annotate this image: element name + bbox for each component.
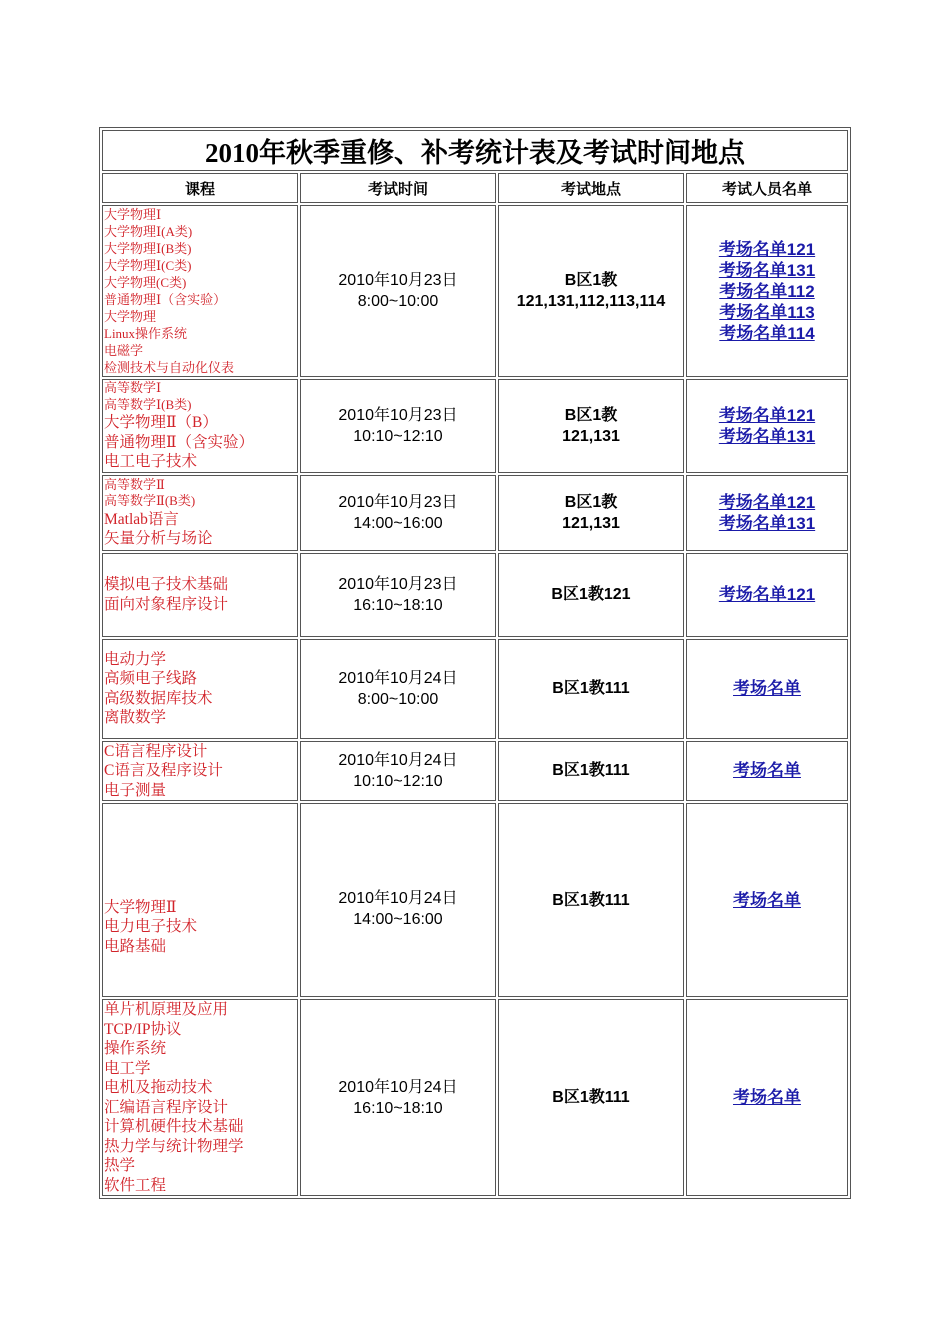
candidate-list-link[interactable]: 考场名单113 [719, 302, 815, 322]
course-name: 电机及拖动技术 [104, 1079, 213, 1096]
course-name: 电力电子技术 [104, 918, 198, 935]
course-list [102, 205, 298, 377]
exam-place [498, 475, 684, 551]
course-name: 操作系统 [104, 1040, 167, 1057]
candidate-list-links [686, 379, 848, 473]
course-name: TCP/IP协议 [104, 1020, 182, 1038]
course-name: 电动力学 [104, 650, 167, 668]
course-name: 大学物理Ⅰ(B类) [104, 241, 192, 256]
course-name: Matlab语言 [104, 510, 179, 528]
exam-rooms: 121,131,112,113,114 [516, 293, 666, 310]
course-list [102, 803, 298, 997]
candidate-list-link[interactable]: 考场名单131 [718, 513, 816, 533]
course-name: 电工学 [104, 1059, 151, 1077]
course-name: 普通物理Ⅰ（含实验） [104, 292, 227, 307]
course-name: 高等数学Ⅰ [104, 380, 162, 395]
candidate-list-links [686, 205, 848, 377]
candidate-list-link[interactable]: 考场名单112 [719, 281, 815, 301]
course-name: 大学物理Ⅰ [104, 207, 162, 222]
course-name: 汇编语言程序设计 [104, 1098, 229, 1116]
table-row [102, 379, 848, 473]
exam-location: B区1教121 [551, 586, 631, 603]
exam-place [498, 803, 684, 997]
candidate-list-link[interactable]: 考场名单114 [719, 323, 815, 343]
header-row [102, 173, 848, 203]
exam-hours: 8:00~10:00 [357, 293, 439, 310]
exam-schedule-sheet [99, 127, 851, 1199]
exam-place [498, 553, 684, 637]
exam-time [300, 475, 496, 551]
exam-date: 2010年10月24日 [338, 751, 458, 769]
course-name: 高频电子线路 [104, 670, 198, 687]
course-name: 面向对象程序设计 [104, 595, 229, 613]
exam-place [498, 205, 684, 377]
header-course: 课程 [102, 173, 298, 203]
exam-time [300, 639, 496, 739]
candidate-list-link[interactable]: 考场名单 [733, 1088, 801, 1107]
exam-time [300, 999, 496, 1196]
exam-building: B区1教 [564, 406, 618, 424]
table-row [102, 639, 848, 739]
course-name: 高等数学Ⅰ(B类) [104, 396, 192, 412]
header-time: 考试时间 [300, 173, 496, 203]
exam-building: B区1教 [564, 493, 618, 511]
course-name: C语言及程序设计 [104, 762, 223, 779]
course-name: 普通物理Ⅱ（含实验） [104, 433, 255, 451]
candidate-list-link[interactable]: 考场名单121 [718, 239, 816, 259]
course-name: 矢量分析与场论 [104, 530, 213, 547]
candidate-list-link[interactable]: 考场名单131 [718, 260, 816, 280]
candidate-list-link[interactable]: 考场名单 [733, 679, 801, 698]
exam-hours: 16:10~18:10 [353, 596, 443, 614]
candidate-list-link[interactable]: 考场名单131 [718, 426, 816, 446]
page-title: 2010年秋季重修、补考统计表及考试时间地点 [102, 130, 848, 171]
course-list [102, 639, 298, 739]
course-name: 离散数学 [104, 709, 167, 726]
exam-rooms: 121,131 [562, 427, 620, 445]
exam-place [498, 741, 684, 802]
exam-time [300, 553, 496, 637]
exam-place [498, 999, 684, 1196]
course-list [102, 379, 298, 473]
course-name: 计算机硬件技术基础 [104, 1118, 244, 1135]
candidate-list-links [686, 741, 848, 802]
course-name: Linux操作系统 [104, 326, 188, 341]
table-row [102, 741, 848, 802]
table-row [102, 803, 848, 997]
exam-date: 2010年10月23日 [338, 406, 458, 424]
course-name: 电路基础 [104, 937, 167, 955]
course-name: 软件工程 [104, 1176, 167, 1194]
course-name: 大学物理 [104, 309, 157, 324]
exam-time [300, 741, 496, 802]
exam-date: 2010年10月23日 [338, 272, 458, 289]
header-candidate-list: 考试人员名单 [686, 173, 848, 203]
course-name: 热力学与统计物理学 [104, 1137, 244, 1155]
exam-location: B区1教111 [552, 762, 630, 780]
course-name: 高等数学Ⅱ(B类) [104, 493, 196, 508]
course-name: 电工电子技术 [104, 453, 198, 470]
course-name: 单片机原理及应用 [104, 1001, 229, 1018]
candidate-list-links [686, 553, 848, 637]
course-name: 高级数据库技术 [104, 689, 213, 707]
candidate-list-links [686, 475, 848, 551]
exam-place [498, 639, 684, 739]
candidate-list-link[interactable]: 考场名单121 [718, 405, 816, 425]
course-name: 大学物理Ⅱ（B） [104, 414, 218, 431]
course-list [102, 475, 298, 551]
candidate-list-link[interactable]: 考场名单 [733, 761, 801, 781]
exam-date: 2010年10月24日 [338, 669, 458, 687]
course-name: 检测技术与自动化仪表 [104, 360, 235, 375]
course-name: 大学物理Ⅰ(A类) [104, 224, 193, 239]
course-name: 电子测量 [104, 781, 167, 799]
exam-location: B区1教111 [552, 680, 630, 697]
exam-date: 2010年10月24日 [338, 1078, 458, 1096]
exam-building: B区1教 [564, 272, 618, 289]
course-name: 高等数学Ⅱ [104, 476, 165, 492]
exam-date: 2010年10月23日 [338, 575, 458, 593]
table-row [102, 553, 848, 637]
candidate-list-links [686, 803, 848, 997]
table-row [102, 999, 848, 1196]
exam-hours: 8:00~10:00 [357, 690, 439, 708]
course-name: C语言程序设计 [104, 742, 208, 760]
course-name: 电磁学 [104, 343, 144, 358]
course-name: 大学物理(C类) [104, 275, 187, 290]
exam-hours: 14:00~16:00 [353, 911, 443, 928]
course-name: 大学物理Ⅰ(C类) [104, 258, 192, 273]
candidate-list-link[interactable]: 考场名单121 [718, 492, 816, 512]
table-row [102, 475, 848, 551]
course-list [102, 741, 298, 802]
exam-time [300, 803, 496, 997]
course-name: 大学物理Ⅱ [104, 898, 177, 916]
exam-time [300, 379, 496, 473]
exam-schedule-table [99, 127, 851, 1199]
header-place: 考试地点 [498, 173, 684, 203]
exam-time [300, 205, 496, 377]
candidate-list-links [686, 999, 848, 1196]
candidate-list-link[interactable]: 考场名单121 [718, 585, 816, 604]
candidate-list-links [686, 639, 848, 739]
exam-hours: 14:00~16:00 [353, 514, 443, 532]
course-name: 模拟电子技术基础 [104, 576, 229, 593]
exam-hours: 16:10~18:10 [353, 1099, 443, 1117]
course-list [102, 999, 298, 1196]
exam-hours: 10:10~12:10 [353, 772, 443, 790]
course-name: 热学 [104, 1157, 136, 1174]
exam-hours: 10:10~12:10 [353, 427, 443, 445]
exam-location: B区1教111 [552, 1089, 630, 1106]
exam-place [498, 379, 684, 473]
candidate-list-link[interactable]: 考场名单 [733, 890, 801, 910]
exam-location: B区1教111 [552, 891, 630, 909]
exam-rooms: 121,131 [562, 514, 620, 532]
table-row [102, 205, 848, 377]
exam-date: 2010年10月24日 [338, 890, 458, 907]
title-row [102, 130, 848, 171]
exam-date: 2010年10月23日 [338, 493, 458, 511]
course-list [102, 553, 298, 637]
